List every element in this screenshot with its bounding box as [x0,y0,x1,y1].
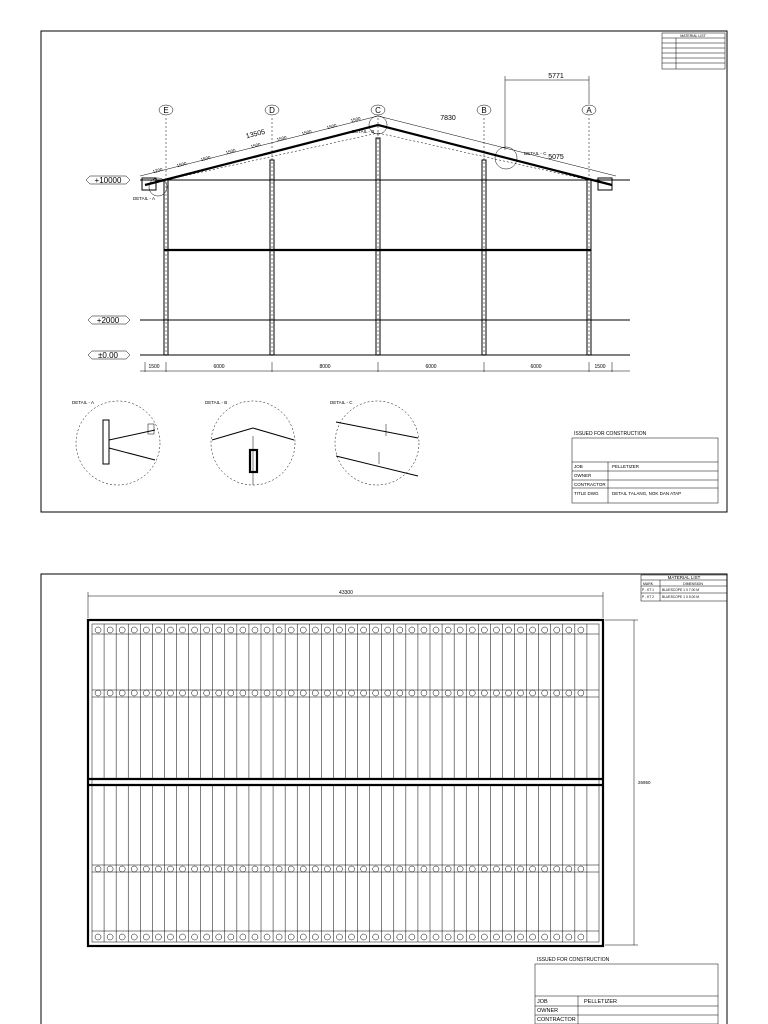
svg-text:PELLETIZER: PELLETIZER [584,999,618,1005]
sheet-1-material-list-title: MATERIAL LIST [680,34,706,38]
fastener-mark [107,690,113,696]
fastener-mark [312,690,318,696]
fastener-mark [312,934,318,940]
svg-text:JOB: JOB [574,464,583,469]
fastener-mark [469,866,475,872]
fastener-mark [240,934,246,940]
fastener-mark [131,690,137,696]
level-tags [86,176,130,360]
fastener-mark [192,866,198,872]
svg-text:D: D [269,106,275,115]
fastener-mark [349,866,355,872]
fastener-mark [155,690,161,696]
fastener-mark [228,866,234,872]
issued-for-construction: ISSUED FOR CONSTRUCTION [537,957,610,963]
fastener-mark [204,934,210,940]
svg-text:A: A [586,106,592,115]
fastener-mark [445,627,451,633]
fastener-mark [457,690,463,696]
fastener-mark [336,934,342,940]
fastener-mark [433,934,439,940]
detail-a-title: DETAIL - A [72,400,95,405]
purlin-dim: 1500 [276,134,288,143]
fastener-mark [107,627,113,633]
svg-text:C: C [375,106,381,115]
svg-text:OWNER: OWNER [537,1008,559,1014]
fastener-mark [180,627,186,633]
svg-text:TITLE DWG: TITLE DWG [574,491,599,496]
grid-label-b [477,105,491,115]
fastener-mark [518,866,524,872]
fastener-mark [493,690,499,696]
fastener-mark [300,934,306,940]
material-list-cell: P - KT 2 [642,595,654,599]
dim-detail-c: 5075 [548,154,564,161]
fastener-mark [216,866,222,872]
svg-text:+10000: +10000 [94,176,122,185]
fastener-mark [469,627,475,633]
fastener-mark [264,690,270,696]
fastener-mark [554,866,560,872]
fastener-mark [542,690,548,696]
fastener-mark [397,934,403,940]
material-list-cell: BLUESCOPE 1 X 5.00 M [662,595,700,599]
fastener-mark [216,627,222,633]
fastener-mark [445,934,451,940]
span-dim: 6000 [425,364,437,370]
fastener-mark [288,866,294,872]
fastener-mark [530,866,536,872]
svg-text:PELLETIZER: PELLETIZER [612,464,640,469]
purlin-dim: 1500 [250,141,262,150]
fastener-mark [493,934,499,940]
fastener-mark [336,627,342,633]
detail-b-title: DETAIL - B [205,400,228,405]
fastener-mark [288,627,294,633]
dim-overhang: 5771 [548,73,564,80]
material-list-cell: P - KT 1 [642,588,654,592]
purlin-dim: 1200 [152,166,164,175]
fastener-mark [143,690,149,696]
dim-width: 43300 [339,590,353,596]
fastener-mark [131,866,137,872]
fastener-mark [240,866,246,872]
grid-label-a [582,105,596,115]
fastener-mark [542,934,548,940]
sheet-1-border [41,31,727,512]
fastener-mark [264,627,270,633]
fastener-mark [566,690,572,696]
fastener-mark [336,690,342,696]
fastener-mark [542,866,548,872]
fastener-mark [481,690,487,696]
fastener-mark [252,627,258,633]
fastener-mark [566,866,572,872]
grid-label-e [159,105,173,115]
fastener-mark [95,934,101,940]
fastener-mark [505,627,511,633]
fastener-mark [252,690,258,696]
fastener-mark [566,627,572,633]
roof-sheet-ribs [95,624,587,942]
material-list-header: MARK [643,582,654,586]
span-dim: 6000 [530,364,542,370]
fastener-mark [228,934,234,940]
fastener-mark [530,690,536,696]
fastener-mark [493,866,499,872]
fastener-mark [324,866,330,872]
fastener-mark [421,627,427,633]
fastener-mark [469,690,475,696]
fastener-mark [324,934,330,940]
fastener-mark [518,690,524,696]
level-tag-10000 [86,176,130,185]
fastener-mark [554,627,560,633]
roof-plan [88,620,603,946]
fastener-mark [349,690,355,696]
fastener-mark [373,690,379,696]
fastener-mark [433,866,439,872]
fastener-mark [457,866,463,872]
fastener-mark [578,690,584,696]
fastener-mark [554,934,560,940]
svg-text:OWNER: OWNER [574,473,592,478]
fastener-mark [373,627,379,633]
fastener-mark [554,690,560,696]
fastener-mark [518,934,524,940]
fastener-mark [421,934,427,940]
svg-text:DETAIL TALANG, NOK DAN ATAP: DETAIL TALANG, NOK DAN ATAP [612,491,682,496]
fastener-mark [119,627,125,633]
fastener-mark [204,866,210,872]
fastener-mark [167,934,173,940]
fastener-mark [180,866,186,872]
fastener-mark [518,627,524,633]
fastener-mark [566,934,572,940]
fastener-mark [445,690,451,696]
detail-c-title: DETAIL - C [330,400,353,405]
purlin-dim: 1500 [350,115,362,124]
fastener-mark [264,934,270,940]
fastener-mark [361,934,367,940]
fastener-mark [204,627,210,633]
svg-text:±0.00: ±0.00 [98,351,118,360]
fastener-mark [288,690,294,696]
fastener-mark [578,627,584,633]
fastener-mark [481,934,487,940]
fastener-mark [421,690,427,696]
fastener-mark [252,866,258,872]
issued-for-construction: ISSUED FOR CONSTRUCTION [574,431,647,437]
fastener-mark [167,690,173,696]
fastener-mark [530,934,536,940]
material-list-header: DIMENSION [683,582,703,586]
fastener-mark [409,690,415,696]
svg-text:+2000: +2000 [96,316,120,325]
fastener-mark [167,627,173,633]
fastener-mark [240,627,246,633]
span-dimensions [145,362,612,372]
fastener-mark [505,866,511,872]
sheet-2-material-list [641,575,727,601]
fastener-mark [578,934,584,940]
fastener-mark [361,627,367,633]
fastener-mark [397,690,403,696]
fastener-mark [481,627,487,633]
fastener-mark [469,934,475,940]
fastener-mark [433,627,439,633]
fastener-mark [421,866,427,872]
fastener-mark [336,866,342,872]
svg-text:CONTRACTOR: CONTRACTOR [574,482,606,487]
fastener-mark [349,934,355,940]
fastener-mark [216,934,222,940]
sheet-1-material-list [662,33,725,69]
fastener-mark [276,934,282,940]
fastener-mark [324,627,330,633]
fastener-mark [409,934,415,940]
detail-tag-a: DETAIL - A [133,196,156,201]
fastener-mark [385,866,391,872]
fastener-mark [276,627,282,633]
fastener-mark [119,866,125,872]
sheet-1-title-block [572,431,718,503]
dim-half-span: 7830 [440,115,456,122]
fastener-mark [361,690,367,696]
level-tag-0 [88,351,130,360]
fastener-mark [373,866,379,872]
fastener-mark [324,690,330,696]
fastener-mark [385,934,391,940]
grid-label-d [265,105,279,115]
purlin-dim: 1500 [225,147,237,156]
span-dim: 6000 [213,364,225,370]
fastener-mark [228,690,234,696]
fastener-mark [445,866,451,872]
fastener-mark [361,866,367,872]
fastener-mark [155,627,161,633]
fastener-mark [143,934,149,940]
fastener-mark [542,627,548,633]
fastener-mark [155,934,161,940]
fastener-mark [373,934,379,940]
fastener-mark [95,627,101,633]
purlin-dim: 1500 [326,122,338,131]
fastener-mark [131,934,137,940]
roof-dimensions [133,73,589,201]
fastener-mark [95,866,101,872]
span-dim: 1500 [148,364,160,370]
fastener-mark [95,690,101,696]
fastener-mark [143,866,149,872]
fastener-mark [578,866,584,872]
fastener-mark [192,934,198,940]
fastener-mark [216,690,222,696]
sheet-2-border [41,574,727,1024]
fastener-mark [143,627,149,633]
detail-tag-c: DETAIL - C [524,151,547,156]
fastener-mark [409,866,415,872]
fastener-mark [192,690,198,696]
fastener-mark [131,627,137,633]
material-list-cell: BLUESCOPE 1 X 7.00 M [662,588,700,592]
fastener-mark [385,627,391,633]
fastener-mark [276,866,282,872]
fastener-mark [493,627,499,633]
fastener-mark [119,934,125,940]
material-list-title: MATERIAL LIST [667,575,701,580]
purlin-dim: 1500 [176,160,188,169]
fastener-mark [530,627,536,633]
sheet-1 [41,31,727,512]
sheet-2-title-block [535,957,718,1024]
fastener-mark [155,866,161,872]
sheet-2 [41,574,727,1024]
fastener-mark [167,866,173,872]
grid-labels [159,105,596,115]
dim-height: 26950 [638,780,651,785]
fastener-mark [481,866,487,872]
fastener-mark [276,690,282,696]
level-lines [140,180,630,371]
fastener-mark [457,934,463,940]
fastener-mark [433,690,439,696]
svg-text:B: B [481,106,487,115]
fastener-mark [192,627,198,633]
fastener-mark [288,934,294,940]
detail-tag-b: DETAIL - B [352,129,375,134]
fastener-mark [180,690,186,696]
dim-rafter: 13505 [245,128,266,141]
fastener-mark [300,627,306,633]
fastener-mark [228,627,234,633]
fastener-mark [312,866,318,872]
fastener-mark [180,934,186,940]
fastener-mark [397,627,403,633]
grid-label-c [371,105,385,115]
fastener-mark [107,934,113,940]
fastener-mark [385,690,391,696]
fastener-mark [240,690,246,696]
purlin-dim: 1500 [301,128,313,137]
fastener-mark [349,627,355,633]
fastener-mark [505,690,511,696]
fastener-mark [204,690,210,696]
detail-a-view [76,401,160,485]
fastener-mark [300,866,306,872]
fastener-mark [409,627,415,633]
fastener-mark [264,866,270,872]
fastener-mark [312,627,318,633]
detail-c-view [335,401,419,485]
fastener-mark [397,866,403,872]
span-dim: 1500 [594,364,606,370]
fastener-mark [252,934,258,940]
fastener-mark [457,627,463,633]
fastener-mark [107,866,113,872]
fastener-mark [119,690,125,696]
level-tag-2000 [88,316,130,325]
svg-text:E: E [163,106,169,115]
span-dim: 8000 [319,364,331,370]
fastener-mark [300,690,306,696]
purlin-dim: 1500 [200,154,212,163]
fastener-mark [505,934,511,940]
svg-text:CONTRACTOR: CONTRACTOR [537,1017,576,1023]
svg-text:JOB: JOB [537,999,548,1005]
detail-views [72,400,419,485]
